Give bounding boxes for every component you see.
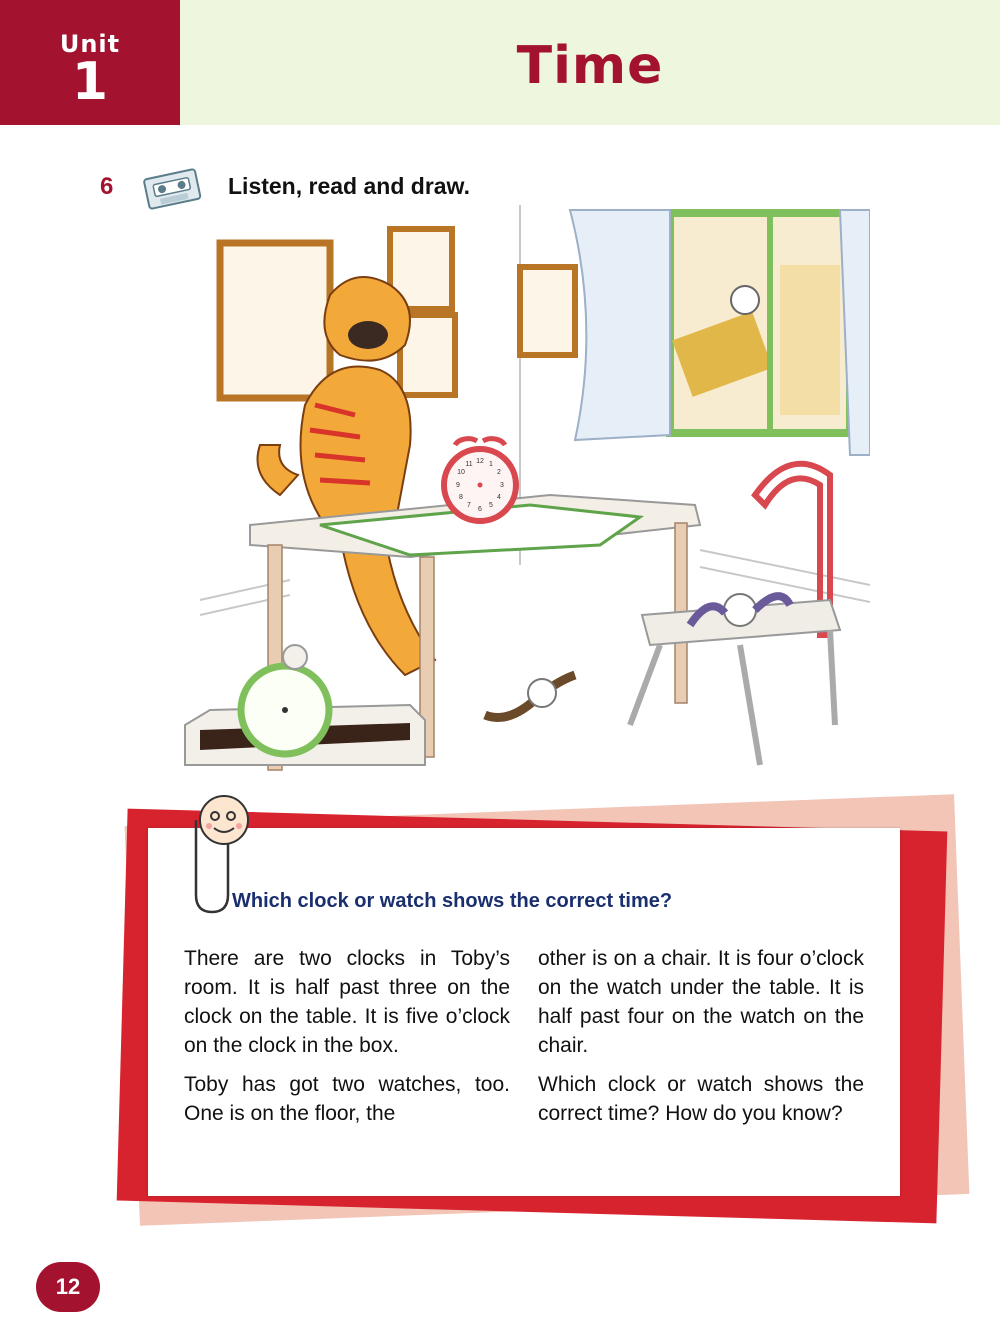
clock-number: 10 <box>457 469 465 476</box>
toby-room-illustration <box>180 205 870 775</box>
card-question: Which clock or watch shows the correct time? <box>232 890 673 912</box>
title-band <box>180 0 1000 125</box>
paragraph: Which clock or watch shows the correct time? How do you know? <box>538 1073 864 1125</box>
page-number: 12 <box>36 1262 100 1312</box>
picture-frame <box>220 243 330 398</box>
clock-number: 1 <box>489 461 493 468</box>
clock-number: 11 <box>465 461 473 468</box>
unit-badge <box>0 0 180 125</box>
paragraph: other is on a chair. It is four o’clock on the watch under the table. It is half past four on the watch on the chair. <box>538 947 864 1057</box>
exercise-number: 6 <box>100 173 114 200</box>
picture-frame <box>520 267 575 355</box>
page-title: Time <box>516 36 664 96</box>
unit-number: 1 <box>71 52 109 112</box>
alarm-clock-on-table <box>444 439 516 521</box>
clock-number: 12 <box>476 458 484 465</box>
text-column-right <box>538 944 864 1138</box>
paragraph: There are two clocks in Toby’s room. It is half past three on the clock on the table. It is five o’clock on the clock in the box. <box>184 947 510 1057</box>
cassette-icon[interactable] <box>140 166 204 210</box>
clock-number: 7 <box>467 502 471 509</box>
clock-number: 4 <box>497 494 501 501</box>
paragraph: Toby has got two watches, too. One is on the floor, the <box>184 1073 510 1125</box>
clock-number: 2 <box>497 469 501 476</box>
clock-number: 8 <box>459 494 463 501</box>
exercise-instruction: Listen, read and draw. <box>228 173 470 199</box>
text-column-left <box>184 944 510 1138</box>
clock-number: 6 <box>478 506 482 513</box>
clock-number: 5 <box>489 502 493 509</box>
clock-number: 9 <box>456 482 460 489</box>
unit-label: Unit <box>59 30 121 58</box>
window <box>570 210 870 455</box>
watch-on-floor <box>485 675 575 718</box>
clock-number: 3 <box>500 482 504 489</box>
clock-in-box <box>185 645 425 765</box>
